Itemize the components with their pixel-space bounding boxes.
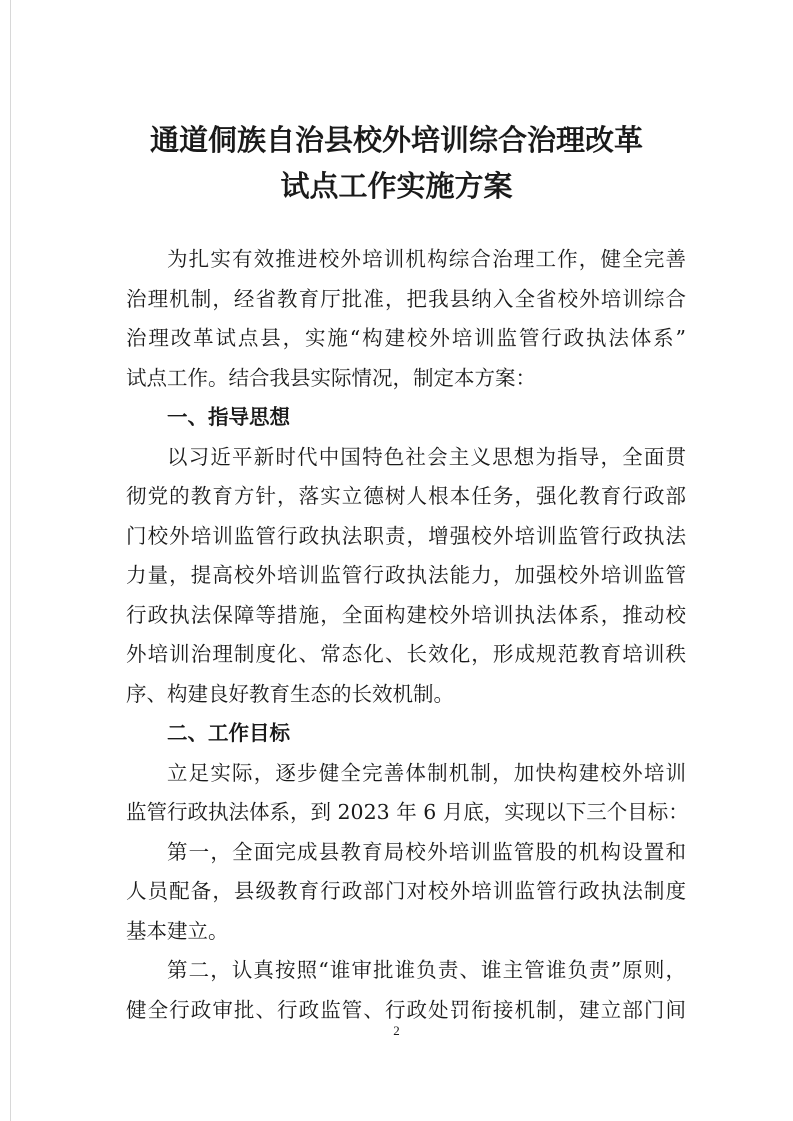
intro-line: 治理改革试点县，实施“构建校外培训监管行政执法体系” — [126, 326, 686, 350]
title-line-2: 试点工作实施方案 — [280, 169, 513, 203]
guiding-line: 力量，提高校外培训监管行政执法能力，加强校外培训监管 — [126, 563, 686, 587]
guiding-line: 行政执法保障等措施，全面构建校外培训执法体系，推动校 — [126, 602, 686, 627]
goal1-line: 第一，全面完成县教育局校外培训监管股的机构设置和 — [167, 839, 686, 864]
page-number: 2 — [393, 1023, 400, 1038]
goals-line: 监管行政执法体系，到 2023 年 6 月底，实现以下三个目标： — [126, 800, 689, 824]
goal2-line: 健全行政审批、行政监管、行政处罚衔接机制，建立部门间 — [126, 997, 686, 1022]
intro-line: 治理机制，经省教育厅批准，把我县纳入全省校外培训综合 — [126, 286, 686, 311]
goals-line: 立足实际，逐步健全完善体制机制，加快构建校外培训 — [167, 760, 686, 785]
goal1-line: 基本建立。 — [126, 918, 229, 943]
document-body — [126, 240, 689, 1030]
guiding-line: 门校外培训监管行政执法职责，增强校外培训监管行政执法 — [126, 523, 686, 548]
intro-line: 为扎实有效推进校外培训机构综合治理工作，健全完善 — [167, 247, 686, 271]
guiding-line: 以习近平新时代中国特色社会主义思想为指导，全面贯 — [167, 444, 686, 469]
goal1-line: 人员配备，县级教育行政部门对校外培训监管行政执法制度 — [126, 879, 686, 903]
intro-line: 试点工作。结合我县实际情况，制定本方案： — [126, 365, 536, 390]
guiding-line: 彻党的教育方针，落实立德树人根本任务，强化教育行政部 — [126, 484, 686, 508]
section-heading-guiding: 一、指导思想 — [167, 405, 290, 429]
guiding-line: 外培训治理制度化、常态化、长效化，形成规范教育培训秩 — [126, 642, 686, 666]
title-line-1: 通道侗族自治县校外培训综合治理改革 — [149, 123, 643, 157]
section-heading-goals: 二、工作目标 — [167, 721, 290, 745]
guiding-line: 序、构建良好教育生态的长效机制。 — [126, 681, 454, 706]
goal2-line: 第二，认真按照“谁审批谁负责、谁主管谁负责”原则， — [167, 958, 686, 982]
